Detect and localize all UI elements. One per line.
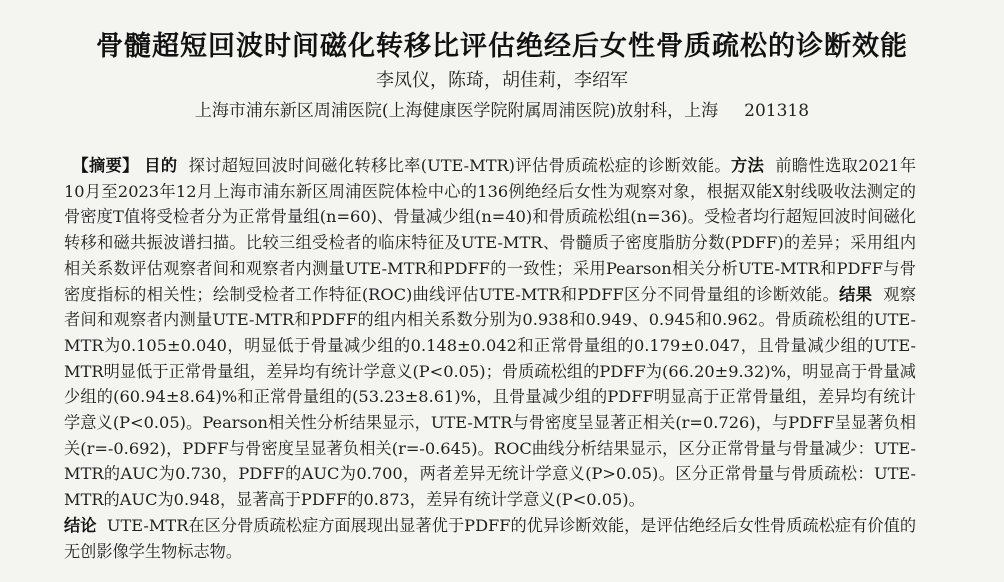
results-label: 结果 <box>839 284 873 304</box>
methods-label: 方法 <box>731 156 765 175</box>
affiliation: 上海市浦东新区周浦医院(上海健康医学院附属周浦医院)放射科，上海 <box>194 101 719 121</box>
abstract-heading: 【摘要】 <box>72 156 139 175</box>
abstract-body <box>64 153 916 513</box>
paper-title: 骨髓超短回波时间磁化转移比评估绝经后女性骨质疏松的诊断效能 <box>96 31 908 62</box>
methods-text: 前瞻性选取2021年10月至2023年12月上海市浦东新区周浦医院体检中心的136例绝经后女性为观察对象，根据双能X射线吸收法测定的骨密度T值将受检者分为正常骨量组(n=60)、骨量减少组(n=40)和骨质疏松组(n=36)。受检者均行超短回波时间磁化转移和磁共振波谱扫描。比较三组受检者的临床特征及UTE-MTR、骨髓质子密度脂肪分数(PDFF)的差异；采用组内相关系数评估观察者间和观察者内测量UTE-MTR和PDFF的一致性；采用Pearson相关分析UTE-MTR和PDFF与骨密度指标的相关性；绘制受检者工作特征(ROC)曲线评估UTE-MTR和PDFF区分不同骨量组的诊断效能。 <box>64 156 917 304</box>
objective-text: 探讨超短回波时间磁化转移比率(UTE-MTR)评估骨质疏松症的诊断效能。 <box>188 156 732 175</box>
affiliation-line <box>0 96 1004 121</box>
abstract <box>64 153 916 564</box>
conclusion-text: UTE-MTR在区分骨质疏松症方面展现出显著优于PDFF的优异诊断效能，是评估绝经后女性骨质疏松症有价值的无创影像学生物标志物。 <box>64 515 917 561</box>
postal-code: 201318 <box>744 101 810 121</box>
author-list: 李凤仪，陈琦，胡佳莉，李绍军 <box>376 70 628 91</box>
conclusion-paragraph <box>64 513 916 564</box>
conclusion-label: 结论 <box>64 515 97 535</box>
results-text: 观察者间和观察者内测量UTE-MTR和PDFF的组内相关系数分别为0.938和0.949、0.945和0.962。骨质疏松组的UTE-MTR为0.105±0.040，明显低于骨量减少组的0.148±0.042和正常骨量组的0.179±0.047，且骨量减少组的UTE-MTR明显低于正常骨量组，差异均有统计学意义(P<0.05)；骨质疏松组的PDFF为(66.20±9.32)%，明显高于骨量减少组的(60.94±8.64)%和正常骨量组的(53.23±8.61)%，且骨量减少组的PDFF明显高于正常骨量组，差异均有统计学意义(P<0.05)。Pearson相关性分析结果显示，UTE-MTR与骨密度呈显著正相关(r=0.726)，与PDFF呈显著负相关(r=-0.692)，PDFF与骨密度呈显著负相关(r=-0.645)。ROC曲线分析结果显示，区分正常骨量与骨量减少：UTE-MTR的AUC为0.730，PDFF的AUC为0.700，两者差异无统计学意义(P>0.05)。区分正常骨量与骨质疏松：UTE-MTR的AUC为0.948，显著高于PDFF的0.873，差异有统计学意义(P<0.05)。 <box>64 284 916 510</box>
objective-label: 目的 <box>144 156 178 175</box>
